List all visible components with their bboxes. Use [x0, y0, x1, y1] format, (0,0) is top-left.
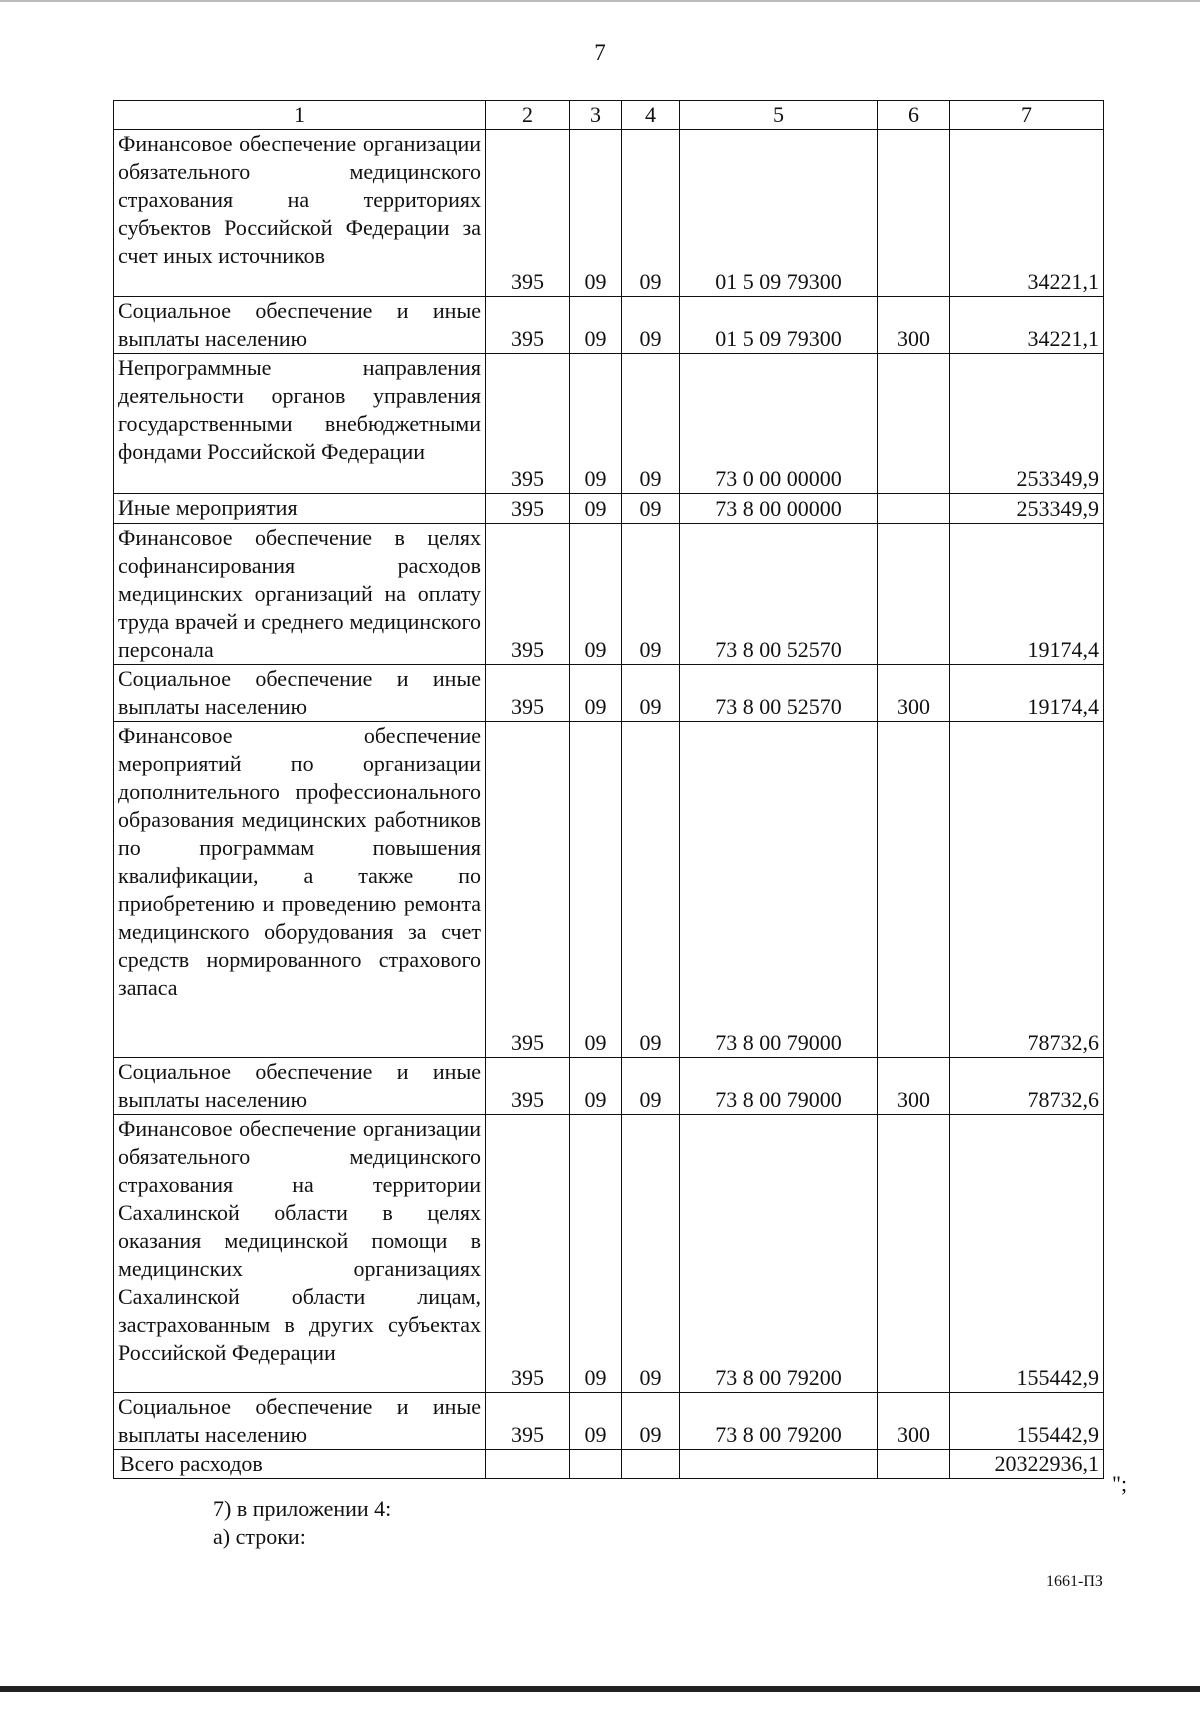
- table-row: [114, 722, 1104, 1058]
- total-empty-cell: [570, 1450, 622, 1479]
- row-c3-cell: 09: [570, 354, 622, 494]
- row-c2-cell: 395: [486, 665, 570, 722]
- header-cell: 4: [622, 101, 680, 130]
- row-c6-cell: [878, 494, 950, 524]
- row-c3-cell: 09: [570, 1393, 622, 1450]
- total-empty-cell: [622, 1450, 680, 1479]
- row-name-text: Иные мероприятия: [118, 495, 298, 520]
- row-c2-cell: 395: [486, 354, 570, 494]
- row-c2-cell: 395: [486, 494, 570, 524]
- row-name-text: Финансовое обеспечение организации обязательного медицинского страхования на территории Сахалинской области в целях оказания медицинской помощи в медицинских организациях Сахалинской области лицам, застрахованным в других субъектах Российской Федерации: [118, 1116, 481, 1365]
- row-c6-cell: 300: [878, 1058, 950, 1115]
- row-name-text: Социальное обеспечение и иные выплаты населению: [118, 1394, 481, 1447]
- header-cell: 2: [486, 101, 570, 130]
- row-c4-cell: 09: [622, 354, 680, 494]
- row-c7-cell: 78732,6: [950, 722, 1104, 1058]
- row-name-cell: [114, 1393, 486, 1450]
- table-row: [114, 1058, 1104, 1115]
- row-c3-cell: 09: [570, 1115, 622, 1393]
- row-c5-cell: 73 8 00 79200: [680, 1115, 878, 1393]
- row-c5-cell: 01 5 09 79300: [680, 130, 878, 297]
- row-c6-cell: 300: [878, 665, 950, 722]
- table-header-row: [114, 101, 1104, 130]
- total-row: [114, 1450, 1104, 1479]
- row-c2-cell: 395: [486, 1115, 570, 1393]
- expenditure-table: [113, 100, 1104, 1479]
- row-c7-cell: 19174,4: [950, 524, 1104, 665]
- row-name-cell: [114, 722, 486, 1058]
- row-c6-cell: [878, 354, 950, 494]
- table-row: [114, 524, 1104, 665]
- row-c3-cell: 09: [570, 665, 622, 722]
- row-c5-cell: 73 8 00 52570: [680, 524, 878, 665]
- row-c7-cell: 34221,1: [950, 297, 1104, 354]
- row-name-text: Социальное обеспечение и иные выплаты населению: [118, 1059, 481, 1112]
- amendment-subitem: а) строки:: [213, 1524, 306, 1549]
- header-cell: 1: [114, 101, 486, 130]
- table-row: [114, 665, 1104, 722]
- row-name-cell: [114, 1115, 486, 1393]
- row-name-cell: [114, 130, 486, 297]
- row-c6-cell: 300: [878, 1393, 950, 1450]
- row-c6-cell: [878, 1115, 950, 1393]
- row-c3-cell: 09: [570, 494, 622, 524]
- header-cell: 3: [570, 101, 622, 130]
- row-c5-cell: 73 0 00 00000: [680, 354, 878, 494]
- row-c7-cell: 19174,4: [950, 665, 1104, 722]
- header-cell: 6: [878, 101, 950, 130]
- row-c7-cell: 253349,9: [950, 494, 1104, 524]
- closing-quote: ";: [1112, 1471, 1128, 1496]
- total-value: 20322936,1: [950, 1450, 1104, 1479]
- row-c4-cell: 09: [622, 665, 680, 722]
- total-empty-cell: [486, 1450, 570, 1479]
- row-c4-cell: 09: [622, 1393, 680, 1450]
- row-c7-cell: 78732,6: [950, 1058, 1104, 1115]
- table-row: [114, 297, 1104, 354]
- row-c4-cell: 09: [622, 494, 680, 524]
- row-c5-cell: 01 5 09 79300: [680, 297, 878, 354]
- row-c4-cell: 09: [622, 1058, 680, 1115]
- row-name-cell: [114, 1058, 486, 1115]
- row-c4-cell: 09: [622, 524, 680, 665]
- page-number: 7: [594, 40, 606, 65]
- row-c7-cell: 155442,9: [950, 1115, 1104, 1393]
- row-name-cell: [114, 524, 486, 665]
- row-c6-cell: [878, 722, 950, 1058]
- row-c3-cell: 09: [570, 297, 622, 354]
- row-name-cell: [114, 494, 486, 524]
- total-label: Всего расходов: [114, 1450, 486, 1479]
- row-c4-cell: 09: [622, 1115, 680, 1393]
- scan-top-edge: [0, 0, 1200, 2]
- total-empty-cell: [878, 1450, 950, 1479]
- row-c5-cell: 73 8 00 79000: [680, 722, 878, 1058]
- row-c6-cell: [878, 130, 950, 297]
- row-c2-cell: 395: [486, 297, 570, 354]
- row-c3-cell: 09: [570, 130, 622, 297]
- scan-bottom-edge: [0, 1686, 1200, 1692]
- row-name-cell: [114, 354, 486, 494]
- row-c4-cell: 09: [622, 297, 680, 354]
- header-cell: 5: [680, 101, 878, 130]
- row-c2-cell: 395: [486, 1393, 570, 1450]
- total-empty-cell: [680, 1450, 878, 1479]
- row-c5-cell: 73 8 00 52570: [680, 665, 878, 722]
- row-c4-cell: 09: [622, 130, 680, 297]
- row-c2-cell: 395: [486, 722, 570, 1058]
- header-cell: 7: [950, 101, 1104, 130]
- row-c5-cell: 73 8 00 79200: [680, 1393, 878, 1450]
- row-c3-cell: 09: [570, 722, 622, 1058]
- row-c2-cell: 395: [486, 130, 570, 297]
- row-c4-cell: 09: [622, 722, 680, 1058]
- amendment-item: 7) в приложении 4:: [213, 1496, 392, 1521]
- table-body: [114, 101, 1104, 1479]
- row-c3-cell: 09: [570, 524, 622, 665]
- document-code: 1661-ПЗ: [1046, 1573, 1103, 1590]
- row-c6-cell: [878, 524, 950, 665]
- row-name-text: Финансовое обеспечение мероприятий по организации дополнительного профессионального образования медицинских работников по программам повышения квалификации, а также по приобретению и проведению ремонта медицинского оборудования за счет средств нормированного страхового запаса: [118, 723, 481, 1000]
- row-name-text: Социальное обеспечение и иные выплаты населению: [118, 666, 481, 719]
- table-row: [114, 354, 1104, 494]
- table-row: [114, 130, 1104, 297]
- row-c7-cell: 155442,9: [950, 1393, 1104, 1450]
- row-name-cell: [114, 665, 486, 722]
- row-c5-cell: 73 8 00 00000: [680, 494, 878, 524]
- row-name-cell: [114, 297, 486, 354]
- row-name-text: Социальное обеспечение и иные выплаты населению: [118, 298, 481, 351]
- row-c7-cell: 253349,9: [950, 354, 1104, 494]
- table-row: [114, 1393, 1104, 1450]
- row-name-text: Финансовое обеспечение в целях софинансирования расходов медицинских организаций на оплату труда врачей и среднего медицинского персонала: [118, 525, 481, 662]
- row-c2-cell: 395: [486, 1058, 570, 1115]
- row-c3-cell: 09: [570, 1058, 622, 1115]
- row-name-text: Финансовое обеспечение организации обязательного медицинского страхования на территориях субъектов Российской Федерации за счет иных источников: [118, 131, 481, 268]
- row-name-text: Непрограммные направления деятельности органов управления государственными внебюджетными фондами Российской Федерации: [118, 355, 481, 464]
- row-c2-cell: 395: [486, 524, 570, 665]
- row-c6-cell: 300: [878, 297, 950, 354]
- row-c7-cell: 34221,1: [950, 130, 1104, 297]
- table-row: [114, 1115, 1104, 1393]
- table-row: [114, 494, 1104, 524]
- row-c5-cell: 73 8 00 79000: [680, 1058, 878, 1115]
